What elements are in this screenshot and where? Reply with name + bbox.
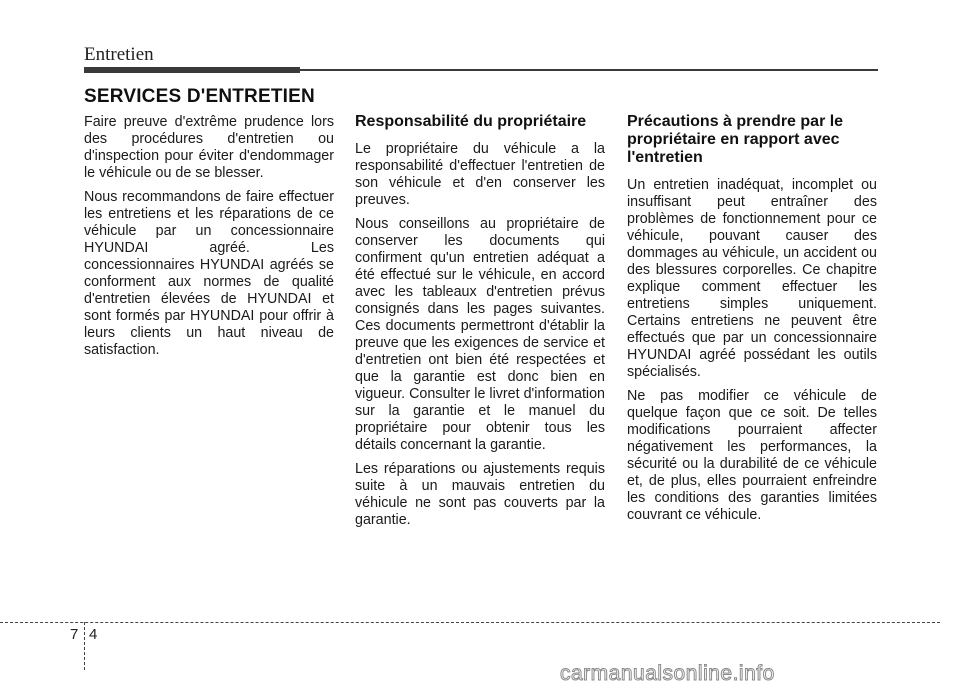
column-2-paragraph-3: Les réparations ou ajustements requis suite à un mauvais entretien du véhicule ne sont pas couverts par la garantie. [355,461,605,528]
header-bar-thick [84,67,300,73]
column-3 [627,113,877,531]
column-1-paragraph-2: Nous recommandons de faire effectuer les entretiens et les réparations de ce véhicule par un concessionnaire HYUNDAI agréé. Les concessionnaires HYUNDAI agréés se conforment aux normes de qualité d'entretien élevées de HYUNDAI et sont formés par HYUNDAI pour offrir à leurs clients un haut niveau de satisfaction. [84,189,334,358]
header-title: Entretien [84,44,154,65]
column-2-paragraph-2: Nous conseillons au propriétaire de conserver les documents qui confirment qu'un entretien adéquat a été effectué sur le véhicule, en accord avec les tableaux d'entretien prévus consignés dans les pages suivantes. Ces documents permettront d'établir la preuve que les exigences de service et d'entretien ont bien été respectées et que la garantie est donc bien en vigueur. Consulter le livret d'information sur la garantie et le manuel du propriétaire pour obtenir tous les détails concernant la garantie. [355,216,605,453]
column-3-paragraph-1: Un entretien inadéquat, incomplet ou insuffisant peut entraîner des problèmes de fonctionnement pour ce véhicule, pouvant causer des dommages au véhicule, un accident ou des blessures corporelles. Ce chapitre explique comment effectuer les entretiens simples uniquement. Certains entretiens ne peuvent être effectués que par un concessionnaire HYUNDAI agréé possédant les outils spécialisés. [627,177,877,380]
footer-page-divider [84,622,85,670]
column-2-paragraph-1: Le propriétaire du véhicule a la responsabilité d'effectuer l'entretien de son véhicule et d'en conserver les preuves. [355,141,605,208]
header-bar-thin [300,69,878,71]
column-1-paragraph-1: Faire preuve d'extrême prudence lors des procédures d'entretien ou d'inspection pour éviter d'endommager le véhicule ou de se blesser. [84,114,334,181]
column-2-heading: Responsabilité du propriétaire [355,113,587,130]
page-chapter-number: 7 [70,626,79,643]
section-title: SERVICES D'ENTRETIEN [84,86,315,107]
column-1 [84,114,334,366]
column-3-heading: Précautions à prendre par le propriétaire en rapport avec l'entretien [627,113,844,166]
page-number: 4 [89,626,98,643]
column-3-paragraph-2: Ne pas modifier ce véhicule de quelque façon que ce soit. De telles modifications pourraient affecter négativement les performances, la sécurité ou la durabilité de ce véhicule et, de plus, elles pourraient enfreindre les conditions des garanties limitées couvrant ce véhicule. [627,388,877,523]
footer-divider [0,622,940,623]
watermark-logo: carmanualsonline.info [560,662,775,685]
column-2 [355,113,605,536]
